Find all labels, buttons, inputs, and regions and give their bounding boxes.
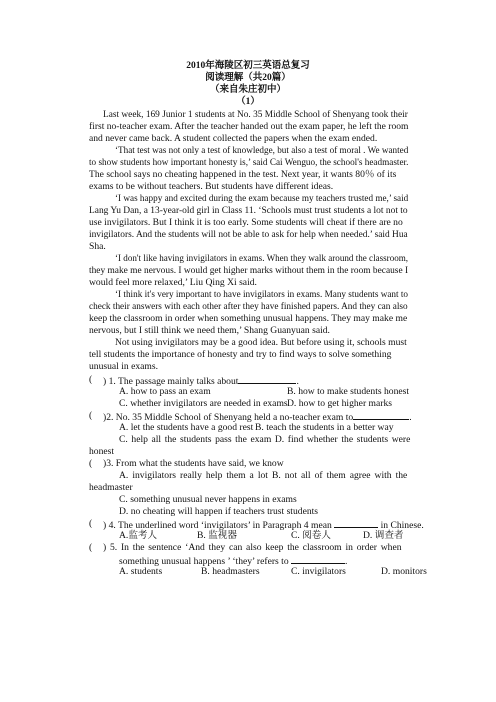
passage-line: ‘I think it's very important to have invigilators in exams. Many students want to: [115, 289, 409, 300]
passage-line: The school says no cheating happened in the test. Next year, it wants 80％ of its: [89, 169, 397, 180]
option-c-wrap: honest: [89, 446, 115, 457]
option-d: D. how to get higher marks: [287, 398, 392, 409]
passage-line: Sha.: [89, 241, 106, 252]
document-source: （来自朱庄初中）: [209, 85, 286, 95]
passage-line: Lang Yu Dan, a 13-year-old girl in Class 11. ‘Schools must trust students a lot not to: [89, 205, 408, 216]
passage-line: keep the classroom in order when something unusual happens. They may make me: [89, 313, 408, 324]
passage-line: Not using invigilators may be a good idea. But before using it, schools must: [115, 337, 407, 348]
option-b: B. headmasters: [201, 566, 260, 577]
answer-blank: [291, 554, 345, 564]
question-stem-wrap: something unusual happens ’ ‘they’ refers to .: [119, 556, 348, 567]
question-stem: )3. From what the students have said, we know: [103, 458, 284, 469]
question-stem: ) 4. The underlined word ‘invigilators’ in Paragraph 4 mean in Chinese.: [103, 520, 424, 531]
answer-blank: [238, 374, 296, 384]
passage-line: use invigilators. But I think it is too early. Some students will cheat if there are no: [89, 217, 403, 228]
answer-paren: (: [89, 374, 93, 385]
answer-paren: (: [89, 458, 93, 469]
option-a: A. students: [119, 566, 163, 577]
answer-blank: [334, 518, 378, 528]
passage-line: they make me nervous. I would get higher marks without them in the room because I: [89, 265, 409, 276]
passage-line: invigilators. And the students will not be able to ask for help when needed.’ said Hua: [89, 229, 408, 240]
option-b: B. 监视器: [197, 530, 237, 541]
answer-blank: [353, 410, 409, 420]
passage-line: tell students the importance of honesty and try to find ways to solve something: [89, 349, 392, 360]
option-c: C. help all the students pass the exam D. find whether the students were: [119, 434, 411, 445]
passage-line: check their answers with each other after they have finished papers. And they can also: [89, 301, 408, 312]
passage-line: first no-teacher exam. After the teacher handed out the exam paper, he left the room: [89, 121, 409, 132]
passage-line: and never came back. A student collected the papers when the exam ended.: [89, 133, 378, 144]
option-c: C. whether invigilators are needed in exams: [119, 398, 288, 409]
passage-line: unusual in exams.: [89, 361, 159, 372]
option-d: D. no cheating will happen if teachers trust students: [119, 506, 319, 517]
option-c: C. invigilators: [291, 566, 346, 577]
option-b: B. teach the students in a better way: [255, 422, 394, 433]
question-stem: ) 5. In the sentence ‘And they can also keep the classroom in order when: [103, 542, 402, 553]
document-subtitle: 阅读理解（共20篇）: [205, 73, 291, 83]
passage-line: ‘I don't like having invigilators in exams. When they walk around the classroom,: [115, 253, 409, 264]
document-title: 2010年海陵区初三英语总复习: [186, 61, 310, 71]
option-a: A.监考人: [119, 530, 158, 541]
option-c: C. something unusual never happens in exams: [119, 494, 297, 505]
passage-line: nervous, but I still think we need them,’ Shang Guanyuan said.: [89, 325, 330, 336]
question-stem: )2. No. 35 Middle School of Shenyang held a no-teacher exam to .: [103, 412, 412, 423]
passage-line: ‘That test was not only a test of knowledge, but also a test of moral . We wanted: [115, 145, 409, 156]
answer-paren: (: [89, 410, 93, 421]
passage-line: to show students how important honesty is,’ said Cai Wenguo, the school's headmaster.: [89, 157, 409, 168]
question-stem: ) 1. The passage mainly talks about .: [103, 376, 299, 387]
option-c: C. 阅卷人: [291, 530, 331, 541]
passage-line: exams to be without teachers. But students have different ideas.: [89, 181, 334, 192]
passage-number: （1）: [236, 97, 260, 107]
option-a: A. let the students have a good rest: [119, 422, 254, 433]
option-b: B. how to make students honest: [287, 386, 410, 397]
option-d: D. 调查者: [363, 530, 404, 541]
option-a: A. how to pass an exam: [119, 386, 211, 397]
answer-paren: (: [89, 518, 93, 529]
passage-line: ‘I was happy and excited during the exam because my teachers trusted me,’ said: [115, 193, 409, 204]
option-a-wrap: headmaster: [89, 482, 133, 493]
passage-line: would feel more relaxed,’ Liu Qing Xi said.: [89, 277, 257, 288]
option-d: D. monitors: [381, 566, 427, 577]
passage-line: Last week, 169 Junior 1 students at No. 35 Middle School of Shenyang took their: [103, 109, 408, 120]
answer-paren: (: [89, 542, 93, 553]
option-a: A. invigilators really help them a lot B. not all of them agree with the: [119, 470, 408, 481]
